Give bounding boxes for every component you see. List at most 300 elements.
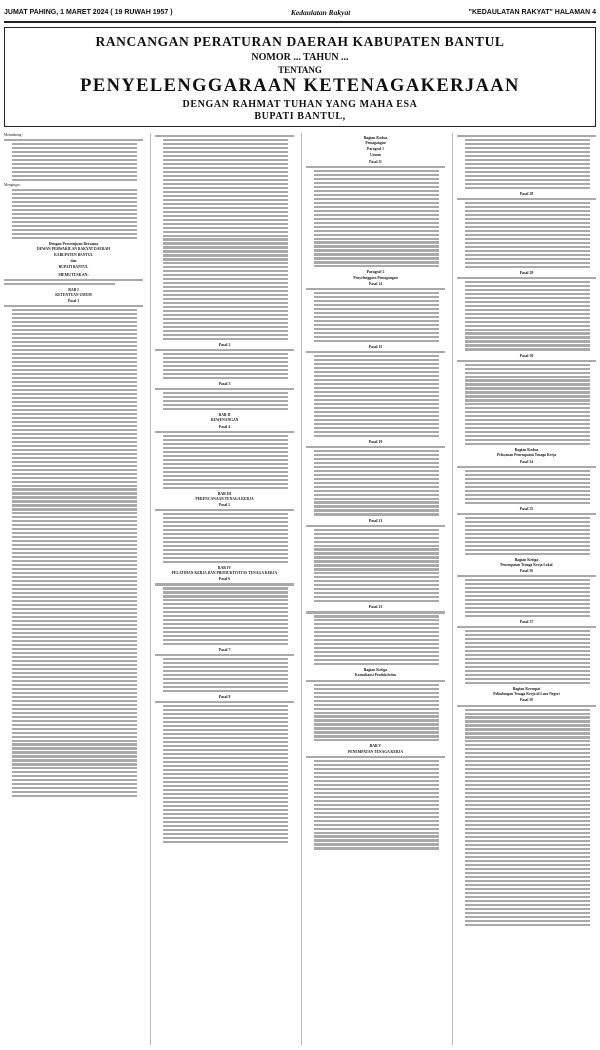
- persetujuan-heading: Dengan Persetujuan Bersama: [48, 241, 99, 246]
- body-text-line: [314, 222, 439, 224]
- body-text-line: [465, 856, 590, 858]
- body-text-line: [163, 595, 288, 597]
- body-text-line: [465, 391, 590, 393]
- body-text-line: [12, 233, 137, 235]
- body-text-line: [314, 403, 439, 405]
- body-text-line: [12, 189, 137, 191]
- body-text-line: [314, 560, 439, 562]
- body-text-line: [163, 171, 288, 173]
- body-text-line: [314, 784, 439, 786]
- body-text-line: [457, 466, 596, 468]
- article-columns: [4, 133, 596, 1045]
- body-text-line: [163, 467, 288, 469]
- body-text-line: [163, 705, 288, 707]
- body-text-line: [465, 297, 590, 299]
- body-text-line: [314, 336, 439, 338]
- body-text-line: [163, 777, 288, 779]
- body-text-line: [314, 600, 439, 602]
- body-text-line: [12, 389, 137, 391]
- body-text-line: [314, 454, 439, 456]
- body-text-line: [12, 588, 137, 590]
- body-text-line: [465, 776, 590, 778]
- body-text-line: [12, 437, 137, 439]
- body-text-line: [12, 469, 137, 471]
- body-text-line: [163, 781, 288, 783]
- body-text-line: [314, 739, 439, 741]
- body-text-line: [163, 733, 288, 735]
- paragraf-1-heading: Paragraf 1: [367, 147, 384, 152]
- body-text-line: [465, 650, 590, 652]
- body-text-line: [314, 548, 439, 550]
- body-text-line: [314, 198, 439, 200]
- body-text-line: [314, 556, 439, 558]
- body-text-line: [163, 408, 288, 410]
- body-text-line: [12, 393, 137, 395]
- body-text-line: [12, 179, 137, 181]
- body-text-line: [12, 763, 137, 765]
- body-text-line: [314, 545, 439, 547]
- body-text-line: [314, 249, 439, 251]
- body-text-line: [314, 320, 439, 322]
- bagian-keempat-heading: Bagian Keempat: [512, 687, 541, 692]
- body-text-line: [163, 513, 288, 515]
- body-text-line: [465, 517, 590, 519]
- body-text-line: [12, 652, 137, 654]
- body-text-line: [465, 760, 590, 762]
- body-text-line: [465, 344, 590, 346]
- body-text-line: [314, 839, 439, 841]
- body-text-line: [314, 190, 439, 192]
- body-text-line: [314, 592, 439, 594]
- body-text-line: [465, 214, 590, 216]
- body-text-line: [465, 792, 590, 794]
- body-text-line: [465, 533, 590, 535]
- body-text-line: [12, 477, 137, 479]
- body-text-line: [163, 678, 288, 680]
- body-text-line: [465, 732, 590, 734]
- body-text-line: [12, 696, 137, 698]
- memutuskan-heading: MEMUTUSKAN:: [58, 272, 89, 277]
- body-text-line: [465, 285, 590, 287]
- body-text-line: [163, 203, 288, 205]
- body-text-line: [12, 461, 137, 463]
- body-text-line: [12, 612, 137, 614]
- body-text-line: [163, 439, 288, 441]
- bagian-ketiga-lokal-heading: Bagian Ketiga: [514, 557, 539, 562]
- body-text-line: [314, 202, 439, 204]
- body-text-line: [163, 627, 288, 629]
- body-text-line: [465, 728, 590, 730]
- bupati-heading: BUPATI BANTUL: [58, 265, 89, 270]
- penyelenggara-title: Penyelenggara Pemagangan: [353, 275, 398, 280]
- column-1: [4, 133, 143, 1045]
- body-text-line: [314, 253, 439, 255]
- body-text-line: [314, 631, 439, 633]
- body-text-line: [314, 387, 439, 389]
- body-text-line: [12, 425, 137, 427]
- body-text-line: [12, 373, 137, 375]
- body-text-line: [163, 191, 288, 193]
- body-text-line: [465, 549, 590, 551]
- body-text-line: [465, 155, 590, 157]
- body-text-line: [465, 383, 590, 385]
- body-text-line: [4, 139, 143, 141]
- body-text-line: [465, 607, 590, 609]
- body-text-line: [314, 533, 439, 535]
- body-text-line: [465, 912, 590, 914]
- body-text-line: [12, 660, 137, 662]
- body-text-line: [163, 451, 288, 453]
- body-text-line: [12, 636, 137, 638]
- konsultansi-title: Konsultansi Produktivitas: [354, 673, 397, 678]
- body-text-line: [314, 478, 439, 480]
- body-text-line: [163, 262, 288, 264]
- body-text-line: [314, 796, 439, 798]
- body-text-line: [314, 655, 439, 657]
- body-text-line: [163, 282, 288, 284]
- body-text-line: [163, 179, 288, 181]
- menimbang-label: Menimbang :: [4, 133, 24, 137]
- body-text-line: [163, 246, 288, 248]
- kabupaten-heading: KABUPATEN BANTUL: [54, 253, 93, 258]
- body-text-line: [12, 500, 137, 502]
- body-text-line: [306, 611, 445, 613]
- body-text-line: [465, 662, 590, 664]
- body-text-line: [163, 330, 288, 332]
- pasal-23-heading: Pasal 23: [368, 605, 383, 610]
- body-text-line: [12, 644, 137, 646]
- body-text-line: [314, 363, 439, 365]
- body-text-line: [465, 748, 590, 750]
- body-text-line: [314, 379, 439, 381]
- body-text-line: [163, 175, 288, 177]
- body-text-line: [465, 238, 590, 240]
- body-text-line: [163, 769, 288, 771]
- body-text-line: [163, 789, 288, 791]
- body-text-line: [314, 596, 439, 598]
- body-text-line: [465, 147, 590, 149]
- body-text-line: [314, 482, 439, 484]
- body-text-line: [163, 404, 288, 406]
- body-text-line: [314, 241, 439, 243]
- body-text-line: [12, 193, 137, 195]
- body-text-line: [314, 332, 439, 334]
- body-text-line: [163, 266, 288, 268]
- pasal-11-heading: Pasal 11: [369, 159, 382, 164]
- body-text-line: [465, 868, 590, 870]
- body-text-line: [163, 635, 288, 637]
- body-text-line: [314, 230, 439, 232]
- body-text-line: [314, 466, 439, 468]
- body-text-line: [465, 716, 590, 718]
- body-text-line: [12, 449, 137, 451]
- body-text-line: [163, 674, 288, 676]
- body-text-line: [163, 286, 288, 288]
- body-text-line: [12, 492, 137, 494]
- body-text-line: [314, 308, 439, 310]
- body-text-line: [163, 139, 288, 141]
- body-text-line: [12, 197, 137, 199]
- body-text-line: [465, 407, 590, 409]
- body-text-line: [12, 604, 137, 606]
- body-text-line: [163, 227, 288, 229]
- body-text-line: [12, 504, 137, 506]
- body-text-line: [163, 302, 288, 304]
- pasal-19-heading: Pasal 19: [368, 439, 383, 444]
- body-text-line: [163, 314, 288, 316]
- body-text-line: [163, 813, 288, 815]
- body-text-line: [465, 348, 590, 350]
- body-text-line: [465, 740, 590, 742]
- body-text-line: [465, 139, 590, 141]
- body-text-line: [163, 199, 288, 201]
- body-text-line: [465, 502, 590, 504]
- body-text-line: [314, 627, 439, 629]
- body-text-line: [12, 321, 137, 323]
- body-text-line: [465, 840, 590, 842]
- body-text-line: [12, 732, 137, 734]
- body-text-line: [465, 860, 590, 862]
- body-text-line: [163, 541, 288, 543]
- body-text-line: [465, 553, 590, 555]
- body-text-line: [314, 704, 439, 706]
- body-text-line: [314, 411, 439, 413]
- body-text-line: [465, 525, 590, 527]
- body-text-line: [12, 795, 137, 797]
- body-text-line: [465, 411, 590, 413]
- body-text-line: [465, 709, 590, 711]
- body-text-line: [12, 580, 137, 582]
- body-text-line: [12, 767, 137, 769]
- body-text-line: [314, 692, 439, 694]
- body-text-line: [314, 316, 439, 318]
- pelayanan-penempatan-title: Pelayanan Penempatan Tenaga Kerja: [496, 453, 557, 458]
- body-text-line: [163, 147, 288, 149]
- body-text-line: [163, 443, 288, 445]
- body-text-line: [12, 779, 137, 781]
- body-text-line: [163, 662, 288, 664]
- body-text-line: [465, 611, 590, 613]
- body-text-line: [465, 892, 590, 894]
- body-text-line: [12, 759, 137, 761]
- body-text-line: [306, 351, 445, 353]
- body-text-line: [314, 735, 439, 737]
- body-text-line: [12, 457, 137, 459]
- newspaper-page: [4, 4, 596, 1046]
- body-text-line: [163, 517, 288, 519]
- body-text-line: [163, 479, 288, 481]
- body-text-line: [163, 533, 288, 535]
- body-text-line: [465, 305, 590, 307]
- regulation-title-box: [4, 27, 596, 127]
- body-text-line: [12, 409, 137, 411]
- body-text-line: [314, 415, 439, 417]
- body-text-line: [314, 572, 439, 574]
- column-2: [150, 133, 294, 1045]
- body-text-line: [465, 167, 590, 169]
- pasal-38-heading: Pasal 38: [519, 698, 533, 703]
- body-text-line: [12, 357, 137, 359]
- body-text-line: [465, 372, 590, 374]
- body-text-line: [465, 583, 590, 585]
- body-text-line: [163, 195, 288, 197]
- body-text-line: [314, 498, 439, 500]
- body-text-line: [12, 787, 137, 789]
- body-text-line: [465, 852, 590, 854]
- bab-1-heading: BAB I: [68, 287, 79, 292]
- body-text-line: [314, 300, 439, 302]
- body-text-line: [12, 572, 137, 574]
- body-text-line: [12, 528, 137, 530]
- body-text-line: [314, 367, 439, 369]
- body-text-line: [163, 765, 288, 767]
- body-text-line: [155, 431, 294, 433]
- body-text-line: [465, 151, 590, 153]
- body-text-line: [163, 435, 288, 437]
- body-text-line: [12, 221, 137, 223]
- body-text-line: [314, 659, 439, 661]
- body-text-line: [12, 417, 137, 419]
- body-text-line: [314, 843, 439, 845]
- body-text-line: [12, 791, 137, 793]
- body-text-line: [12, 201, 137, 203]
- body-text-line: [163, 278, 288, 280]
- body-text-line: [465, 309, 590, 311]
- body-text-line: [12, 205, 137, 207]
- body-text-line: [163, 475, 288, 477]
- body-text-line: [465, 431, 590, 433]
- body-text-line: [314, 296, 439, 298]
- body-text-line: [465, 218, 590, 220]
- body-text-line: [12, 445, 137, 447]
- body-text-line: [12, 209, 137, 211]
- body-text-line: [465, 638, 590, 640]
- body-text-line: [163, 326, 288, 328]
- body-text-line: [465, 242, 590, 244]
- body-text-line: [465, 281, 590, 283]
- body-text-line: [12, 616, 137, 618]
- body-text-line: [314, 174, 439, 176]
- body-text-line: [465, 313, 590, 315]
- body-text-line: [163, 353, 288, 355]
- body-text-line: [163, 690, 288, 692]
- body-text-line: [163, 709, 288, 711]
- body-text-line: [163, 525, 288, 527]
- body-text-line: [12, 692, 137, 694]
- body-text-line: [314, 450, 439, 452]
- umum-title: Umum: [370, 153, 381, 158]
- body-text-line: [12, 664, 137, 666]
- pasal-4-heading: Pasal 4: [218, 424, 231, 429]
- body-text-line: [465, 541, 590, 543]
- body-text-line: [314, 772, 439, 774]
- body-text-line: [465, 329, 590, 331]
- body-text-line: [314, 214, 439, 216]
- body-text-line: [12, 473, 137, 475]
- body-text-line: [314, 623, 439, 625]
- body-text-line: [12, 592, 137, 594]
- body-text-line: [12, 369, 137, 371]
- body-text-line: [465, 474, 590, 476]
- body-text-line: [4, 305, 143, 307]
- body-text-line: [314, 688, 439, 690]
- body-text-line: [465, 545, 590, 547]
- pasal-14-heading: Pasal 14: [368, 281, 382, 286]
- body-text-line: [314, 206, 439, 208]
- body-text-line: [465, 658, 590, 660]
- body-text-line: [314, 186, 439, 188]
- body-text-line: [163, 785, 288, 787]
- body-text-line: [465, 230, 590, 232]
- body-text-line: [314, 696, 439, 698]
- body-text-line: [314, 816, 439, 818]
- body-text-line: [163, 155, 288, 157]
- body-text-line: [465, 486, 590, 488]
- pasal-1-heading: Pasal 1: [67, 299, 80, 304]
- body-text-line: [12, 632, 137, 634]
- body-text-line: [12, 313, 137, 315]
- body-text-line: [163, 396, 288, 398]
- title-line-1: RANCANGAN PERATURAN DAERAH KABUPATEN BANTUL: [95, 34, 505, 49]
- body-text-line: [465, 175, 590, 177]
- body-text-line: [465, 222, 590, 224]
- body-text-line: [12, 596, 137, 598]
- body-text-line: [465, 880, 590, 882]
- body-text-line: [465, 796, 590, 798]
- body-text-line: [163, 187, 288, 189]
- body-text-line: [163, 183, 288, 185]
- body-text-line: [163, 607, 288, 609]
- body-text-line: [12, 624, 137, 626]
- body-text-line: [314, 580, 439, 582]
- body-text-line: [465, 387, 590, 389]
- body-text-line: [314, 340, 439, 342]
- body-text-line: [465, 379, 590, 381]
- body-text-line: [12, 724, 137, 726]
- body-text-line: [12, 672, 137, 674]
- pasal-35-heading: Pasal 35: [519, 506, 534, 511]
- body-text-line: [314, 788, 439, 790]
- body-text-line: [12, 600, 137, 602]
- body-text-line: [163, 793, 288, 795]
- bab-2-heading: BAB II: [218, 413, 231, 418]
- bab-4-heading: BAB IV: [217, 565, 232, 570]
- body-text-line: [314, 427, 439, 429]
- pasal-37-heading: Pasal 37: [519, 620, 534, 625]
- body-text-line: [465, 756, 590, 758]
- title-number: NOMOR ... TAHUN ...: [251, 52, 349, 63]
- body-text-line: [457, 705, 596, 707]
- body-text-line: [465, 246, 590, 248]
- body-text-line: [314, 643, 439, 645]
- body-text-line: [12, 405, 137, 407]
- body-text-line: [155, 349, 294, 351]
- body-text-line: [465, 293, 590, 295]
- body-text-line: [465, 654, 590, 656]
- body-text-line: [465, 752, 590, 754]
- body-text-line: [314, 727, 439, 729]
- body-text-line: [12, 676, 137, 678]
- body-text-line: [12, 481, 137, 483]
- title-tentang: TENTANG: [278, 65, 322, 75]
- body-text-line: [465, 143, 590, 145]
- body-text-line: [163, 163, 288, 165]
- body-text-line: [163, 290, 288, 292]
- newspaper-logo: Kedaulatan Rakyat: [290, 7, 351, 17]
- body-text-line: [314, 304, 439, 306]
- body-text-line: [163, 717, 288, 719]
- body-text-line: [314, 419, 439, 421]
